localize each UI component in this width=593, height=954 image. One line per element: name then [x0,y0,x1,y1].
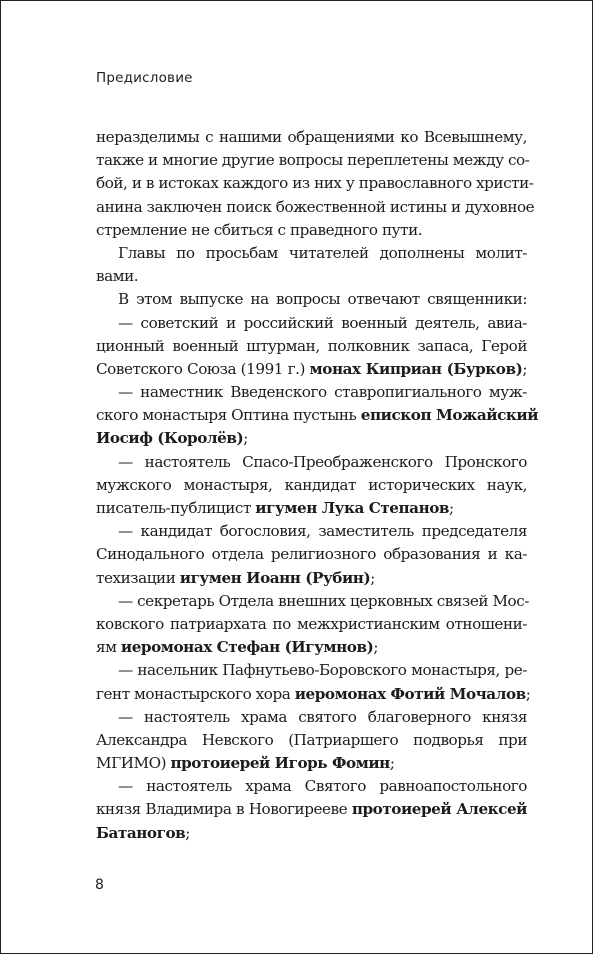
text-line [96,822,527,845]
text-span: — настоятель Спасо-Преображенского Пронского [118,452,527,471]
text-line [96,335,527,358]
text-span: ; [389,754,395,773]
page-number: 8 [95,877,104,893]
text-span: также и многие другие вопросы переплетены между со- [96,151,530,170]
text-line [96,196,535,219]
text-line [96,312,527,335]
text-line [96,683,531,706]
text-span: анина заключен поиск божественной истины и духовное [96,197,535,216]
text-span: Главы по просьбам читателей дополнены молит- [118,243,527,262]
bold-name-span: иеромонах Фотий Мочалов [294,684,526,703]
text-span: князя Владимира в Новогиреевe [96,800,352,819]
text-span: — настоятель храма святого благоверного князя [118,707,527,726]
text-span: — кандидат богословия, заместитель председателя [118,522,527,541]
text-span: ; [373,638,378,657]
text-line [96,543,527,566]
text-span: Александра Невского (Патриаршего подворья при [96,730,527,749]
text-span: ского монастыря Оптина пустынь [96,406,361,425]
text-span: вами. [96,267,139,286]
text-line [96,172,534,195]
text-line [96,706,527,729]
text-line [96,729,527,752]
text-span: ; [525,684,531,703]
text-span: ционный военный штурман, полковник запаса, Герой [96,336,527,355]
text-span: стремление не сбиться с праведного пути. [96,220,423,239]
text-span: ковского патриархата по межхристианским отношени- [96,614,527,633]
text-span: — секретарь Отдела внешних церковных связей Мос- [118,591,529,610]
text-span: ; [370,568,375,587]
running-head: Предисловие [96,70,193,86]
bold-name-span: игумен Лука Степанов [255,499,450,517]
bold-name-span: Иосиф (Королёв) [96,429,244,448]
text-line [96,451,527,474]
text-line [96,126,527,149]
text-line [96,520,527,543]
text-span: ; [522,359,527,378]
text-span: гент монастырского хора [96,684,295,703]
text-line [96,242,527,265]
text-line [96,427,527,450]
text-span: Советского Союза (1991 г.) [96,359,310,378]
text-line [96,265,527,288]
text-span: Синодального отдела религиозного образования и ка- [96,545,527,564]
text-span: ; [449,499,454,517]
text-span: — наместник Введенского ставропигиального муж- [118,383,527,402]
text-span: ; [243,429,248,448]
text-span: писатель-публицист [96,499,256,517]
bold-name-span: протоиерей Алексей [351,800,527,819]
text-line [96,497,527,520]
text-span: — насельник Пафнутьево-Боровского монастыря, ре- [118,661,527,680]
text-line [96,636,527,659]
text-span: бой, и в истоках каждого из них у православного христи- [96,174,534,193]
bold-name-span: игумен Иоанн (Рубин) [179,568,371,587]
bold-name-span: Батаногов [96,823,186,842]
text-span: неразделимы с нашими обращениями ко Всевышнему, [96,128,527,146]
text-span: техизации [96,568,180,587]
bold-name-span: протоиерей Игорь Фомин [170,754,390,773]
bold-name-span: епископ Можайский [360,406,539,425]
bold-name-span: монах Киприан (Бурков) [309,359,523,378]
text-span: — советский и российский военный деятель, авиа- [118,313,527,332]
text-span: МГИМО) [96,754,171,773]
text-line [96,288,527,311]
text-line [96,381,527,404]
text-line [96,752,527,775]
text-line [96,775,527,798]
text-line [96,149,530,172]
text-line [96,358,527,381]
text-span: ям [96,638,121,657]
text-line [96,567,527,590]
bold-name-span: иеромонах Стефан (Игумнов) [120,638,374,657]
text-line [96,474,527,497]
text-line [96,659,527,682]
text-span: В этом выпуске на вопросы отвечают священники: [118,290,527,309]
text-line [96,404,539,427]
text-span: — настоятель храма Святого равноапостольного [118,777,527,796]
text-line [96,590,527,613]
text-line [96,613,527,636]
text-line [96,219,527,242]
text-span: мужского монастыря, кандидат исторических наук, [96,475,527,494]
text-line [96,798,527,821]
body-text [96,126,539,845]
text-span: ; [185,823,190,842]
